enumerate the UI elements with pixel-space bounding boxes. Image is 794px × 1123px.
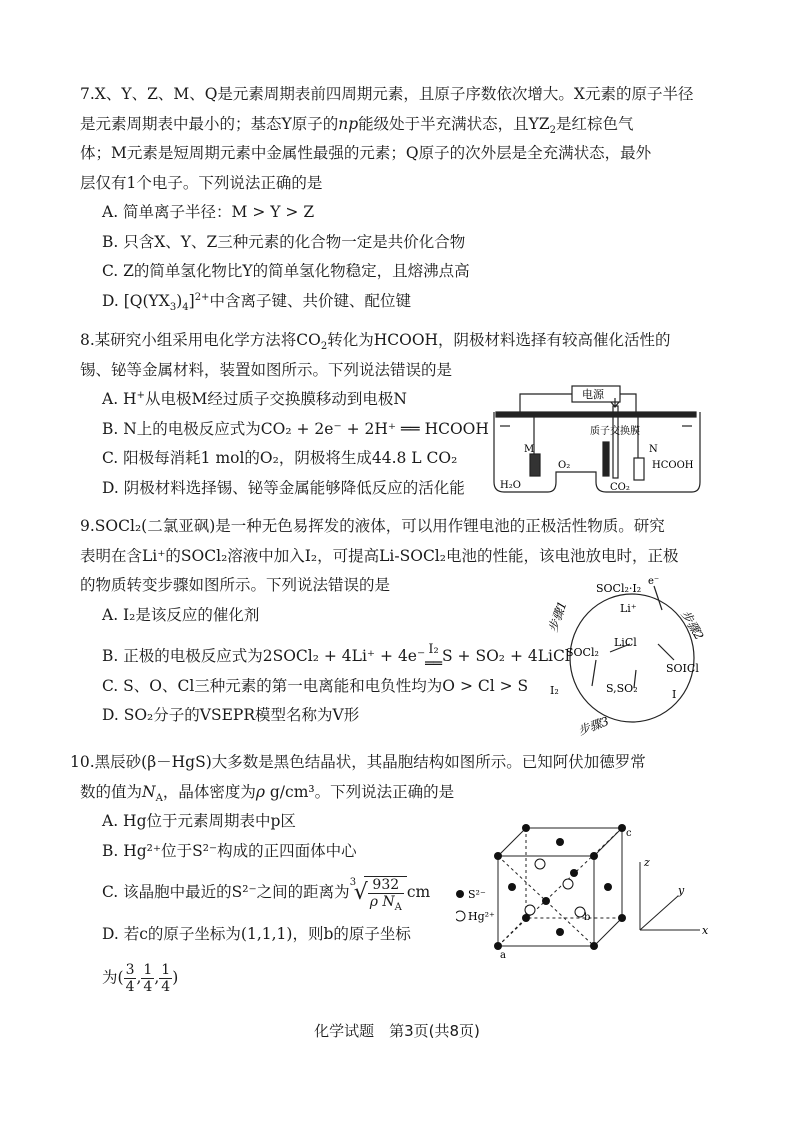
q9-option-d[interactable]: D. SO₂分子的VSEPR模型名称为V形 [102,706,360,724]
o2-label: O₂ [558,460,571,471]
membrane-bar [603,442,609,476]
q8-option-a[interactable]: A. H+从电极M经过质子交换膜移动到电极N [102,389,407,408]
q10-option-d[interactable]: D. 若c的原子坐标为(1,1,1)，则b的原子坐标 [102,925,411,943]
step2-label: 步骤2 [678,607,707,643]
power-label: 电源 [582,388,604,401]
step3-label: 步骤3 [576,714,611,738]
h2o-label: H₂O [500,480,521,491]
soicl-label: SOICl [666,662,699,675]
s-so2-label: S,SO₂ [606,682,638,695]
reaction-cycle-diagram [536,570,716,738]
q8-option-c[interactable]: C. 阳极每消耗1 mol的O₂，阴极将生成44.8 L CO₂ [102,449,458,467]
i2-label: I₂ [550,684,559,697]
unit-cell-diagram [456,822,724,962]
q9-option-c[interactable]: C. S、O、Cl三种元素的第一电离能和电负性均为O > Cl > S [102,676,529,695]
q10-stem: 10.黑辰砂(β－HgS)大多数是黑色结晶状，其晶胞结构如图所示。已知阿伏加德罗常 数的值为$N_A$，晶体密度为ρ g/cm³。下列说法正确的是 [70,753,646,804]
catalyst-arrow: I₂ ══ [425,642,443,672]
q9-option-b[interactable]: B. 正极的电极反应式为2SOCl₂ + 4Li⁺ + 4e⁻ I₂ ══ S + SO₂ + 4LiCl [102,642,570,672]
q10-option-b[interactable]: B. Hg²⁺位于S²⁻构成的正四面体中心 [102,841,357,860]
q7-option-b[interactable]: B. 只含X、Y、Z三种元素的化合物一定是共价化合物 [102,232,466,251]
mercury-ions [525,859,585,917]
axis-z-label: z [644,856,650,869]
co2-label: CO₂ [610,482,630,493]
q10-option-c[interactable]: C. 该晶胞中最近的S²⁻之间的距离为 3 √ $\frac{932}{\rho N_A}$ cm [102,877,431,913]
question-7 [80,80,720,316]
electrolysis-cell-diagram [486,384,718,502]
q9-option-a[interactable]: A. I₂是该反应的催化剂 [102,605,260,624]
page-footer: 化学试题 第3页(共8页) [314,1022,480,1040]
q10-option-d-coords: 为( $\frac{3}{4}$ , $\frac{1}{4}$ , $\frac{1}{4}$ ) [102,961,179,995]
q8-option-b[interactable]: B. N上的电极反应式为CO₂ + 2e⁻ + 2H⁺ ══ HCOOH [102,419,489,438]
electrode-m [530,454,540,476]
socl2-label: SOCl₂ [566,646,599,659]
legend-s-label: S²⁻ [468,888,486,901]
axis-x-label: x [702,924,709,937]
point-a-label: a [500,950,506,961]
legend-hg-dot [456,911,465,921]
step1-label: 步骤1 [545,599,570,634]
legend-hg-label: Hg²⁺ [468,910,495,923]
axes [640,862,700,930]
electrode-m-label: M [524,444,535,455]
q7-option-c[interactable]: C. Z的简单氢化物比Y的简单氢化物稳定，且熔沸点高 [102,262,470,280]
cube-root: 3 √ $\frac{932}{\rho N_A}$ [350,876,407,910]
axis-y-label: y [678,884,685,897]
point-b-label: b [584,912,591,923]
licl-label: LiCl [614,636,637,649]
q10-option-a[interactable]: A. Hg位于元素周期表中p区 [102,812,296,830]
i-label: I [672,688,677,701]
electron-label: e⁻ [648,576,660,587]
q7-number: 7. [80,85,95,103]
point-c-label: c [626,828,632,839]
electrode-n-label: N [649,444,658,455]
q8-option-d[interactable]: D. 阴极材料选择锡、铋等金属能够降低反应的活化能 [102,478,465,497]
q7-stem: 7.X、Y、Z、M、Q是元素周期表前四周期元素，且原子序数依次增大。X元素的原子半径 是元素周期表中最小的；基态Y原子的np能级处于半充满状态，且$YZ_2$是红棕色气 体；M元素是短周期元素中金属性最强的元素；Q原子的次外层是全充满状态，最外 层仅有1个电子。下列说法正确的是 [80,85,694,192]
q7-option-d[interactable]: D. $[Q(YX_3)_4]^{2+}$中含离子键、共价键、配位键 [102,291,411,313]
hcooh-label: HCOOH [652,460,694,471]
q8-stem: 8.某研究小组采用电化学方法将$CO_2$转化为HCOOH，阴极材料选择有较高催化活性的 锡、铋等金属材料，装置如图所示。下列说法错误的是 [80,331,671,379]
membrane-label: 质子交换膜 [590,426,640,437]
q7-option-a[interactable]: A. 简单离子半径：M > Y > Z [102,203,315,221]
q9-stem: 9.SOCl₂(二氯亚砜)是一种无色易挥发的液体，可以用作锂电池的正极活性物质。研究 表明在含Li⁺的SOCl₂溶液中加入I₂，可提高Li-SOCl₂电池的性能，该电池放电时，正极 的物质转变步骤如图所示。下列说法错误的是 [80,517,679,594]
socl2-i2-label: SOCl₂·I₂ [596,582,642,595]
li-label: Li⁺ [620,602,637,615]
legend-s-dot [456,890,464,898]
electrode-n [634,458,644,480]
